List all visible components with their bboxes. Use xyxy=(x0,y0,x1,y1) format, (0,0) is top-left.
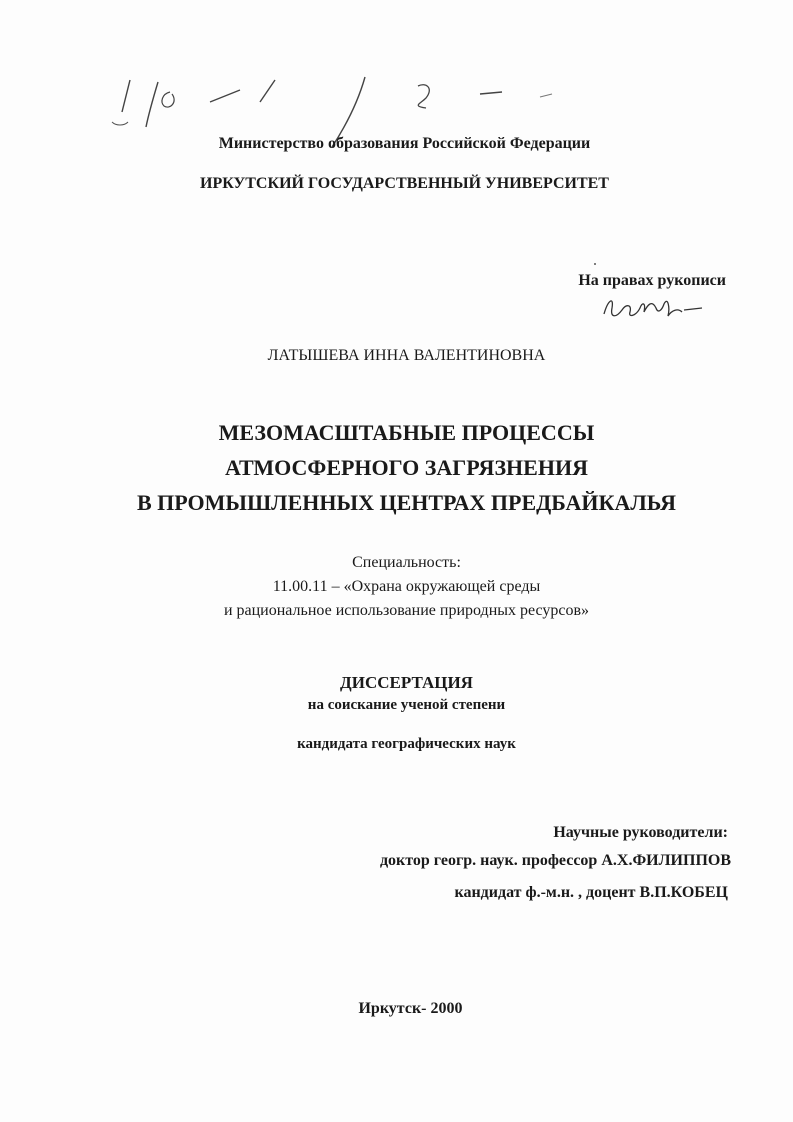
title-line-2: АТМОСФЕРНОГО ЗАГРЯЗНЕНИЯ xyxy=(225,455,588,480)
degree-line-2: кандидата географических наук xyxy=(297,736,516,752)
mark-dot xyxy=(594,263,596,265)
specialty-label: Специальность: xyxy=(352,554,461,571)
university-name: ИРКУТСКИЙ ГОСУДАРСТВЕННЫЙ УНИВЕРСИТЕТ xyxy=(200,175,609,192)
title-line-1: МЕЗОМАСШТАБНЫЕ ПРОЦЕССЫ xyxy=(218,420,595,445)
supervisors-label: Научные руководители: xyxy=(553,824,728,841)
author-name: ЛАТЫШЕВА ИННА ВАЛЕНТИНОВНА xyxy=(267,347,546,364)
specialty-line-2: и рациональное использование природных ресурсов» xyxy=(223,602,590,619)
degree-line-1: на соискание ученой степени xyxy=(307,697,506,713)
manuscript-rights-label: На правах рукописи xyxy=(578,272,726,289)
supervisor-first: доктор геогр. наук. профессор А.Х.ФИЛИППОВ xyxy=(379,852,731,869)
dissertation-type: ДИССЕРТАЦИЯ xyxy=(340,673,473,692)
city-year: Иркутск- 2000 xyxy=(358,1000,463,1017)
signature xyxy=(598,290,708,326)
specialty-line-1: 11.00.11 – «Охрана окружающей среды xyxy=(272,578,541,595)
ministry-line: Министерство образования Российской Федерации xyxy=(218,135,591,152)
supervisor-second: кандидат ф.-м.н. , доцент В.П.КОБЕЦ xyxy=(454,884,728,901)
title-line-3: В ПРОМЫШЛЕННЫХ ЦЕНТРАХ ПРЕДБАЙКАЛЬЯ xyxy=(136,490,677,515)
